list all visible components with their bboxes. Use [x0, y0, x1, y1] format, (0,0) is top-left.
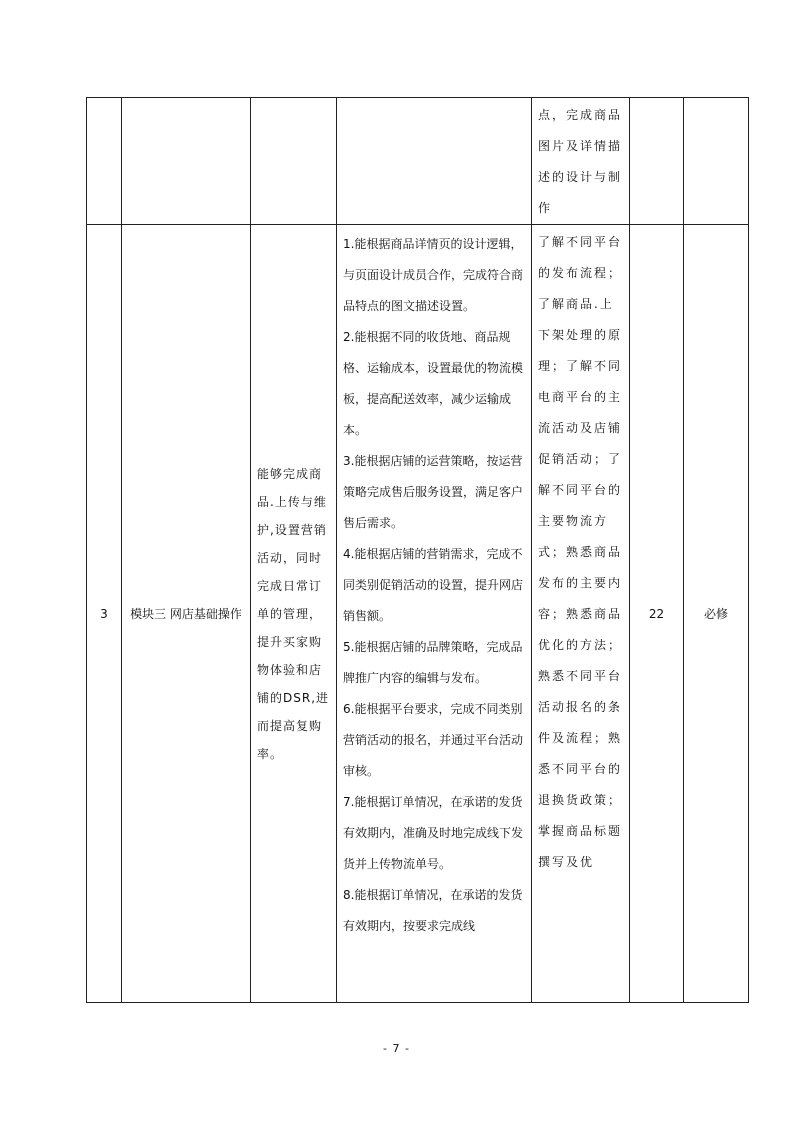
cell-knowledge-continued: 点，完成商品图片及详情描述的设计与制作	[532, 98, 630, 225]
cell-module-name: 模块三 网店基础操作	[122, 225, 251, 1003]
ability-item-7: 7.能根据订单情况，在承诺的发货有效期内，准确及时地完成线下发货并上传物流单号。	[343, 795, 524, 871]
ability-item-8: 8.能根据订单情况，在承诺的发货有效期内，按要求完成线	[343, 888, 523, 933]
cell-knowledge: 了解不同平台的发布流程；了解商品.上下架处理的原理；了解不同电商平台的主流活动及店铺促销活动；了解不同平台的主要物流方式；熟悉商品发布的主要内容；熟悉商品优化的方法；熟悉不同平台活动报名的条件及流程；熟悉不同平台的退换货政策；掌握商品标题撰写及优	[532, 225, 630, 1003]
ability-item-1: 1.能根据商品详情页的设计逻辑，与页面设计成员合作，完成符合商品特点的图文描述设置。	[343, 237, 524, 313]
cell-goal: 能够完成商品.上传与维护,设置营销活动，同时完成日常订单的管理，提升买家购物体验和店铺的DSR,进而提高复购率。	[251, 225, 337, 1003]
ability-item-3: 3.能根据店铺的运营策略，按运营策略完成售后服务设置，满足客户售后需求。	[343, 454, 524, 530]
ability-item-5: 5.能根据店铺的品牌策略，完成品牌推广内容的编辑与发布。	[343, 640, 523, 685]
cell-module-empty	[122, 98, 251, 225]
cell-course-type: 必修	[684, 225, 749, 1003]
table-row-module-3	[87, 225, 749, 1003]
cell-abilities	[337, 225, 532, 1003]
course-table-container	[86, 97, 749, 1003]
cell-hours-empty	[630, 98, 684, 225]
page-number: - 7 -	[383, 1042, 410, 1055]
course-table	[86, 97, 749, 1003]
cell-hours: 22	[630, 225, 684, 1003]
ability-item-2: 2.能根据不同的收货地、商品规格、运输成本，设置最优的物流模板，提高配送效率，减少运输成本。	[343, 330, 524, 437]
ability-item-6: 6.能根据平台要求，完成不同类别营销活动的报名，并通过平台活动审核。	[343, 702, 524, 778]
cell-goal-empty	[251, 98, 337, 225]
cell-type-empty	[684, 98, 749, 225]
table-row-continued	[87, 98, 749, 225]
cell-abilities-empty	[337, 98, 532, 225]
ability-item-4: 4.能根据店铺的营销需求，完成不同类别促销活动的设置，提升网店销售额。	[343, 547, 524, 623]
cell-index: 3	[87, 225, 122, 1003]
cell-index-empty	[87, 98, 122, 225]
